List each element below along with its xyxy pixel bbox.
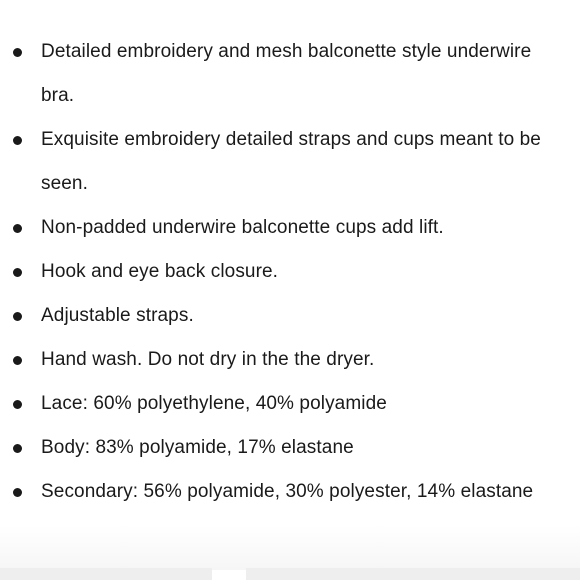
bullet-text: Body: 83% polyamide, 17% elastane [41, 437, 354, 458]
list-item [0, 294, 580, 338]
bullet-icon [13, 312, 22, 321]
bullet-icon [13, 488, 22, 497]
bullet-icon [13, 268, 22, 277]
bullet-icon [13, 356, 22, 365]
list-item [0, 382, 580, 426]
list-item [0, 250, 580, 294]
bullet-text: Hook and eye back closure. [41, 261, 279, 282]
bottom-panel-left [0, 568, 212, 580]
bullet-icon [13, 136, 22, 145]
bullet-text: Adjustable straps. [41, 305, 194, 326]
list-item [0, 118, 580, 206]
bullet-text: Secondary: 56% polyamide, 30% polyester, 14% elastane [41, 481, 534, 502]
bottom-panel-right [246, 568, 580, 580]
list-item [0, 338, 580, 382]
list-item [0, 470, 580, 514]
product-details [0, 30, 580, 514]
list-item [0, 206, 580, 250]
bullet-icon [13, 400, 22, 409]
bullet-icon [13, 48, 22, 57]
bullet-text: Detailed embroidery and mesh balconette style underwire bra. [41, 41, 532, 106]
bullet-text: Exquisite embroidery detailed straps and cups meant to be seen. [41, 129, 541, 194]
list-item [0, 426, 580, 470]
bullet-icon [13, 444, 22, 453]
bullet-text: Hand wash. Do not dry in the the dryer. [41, 349, 375, 370]
list-item [0, 30, 580, 118]
bullet-icon [13, 224, 22, 233]
details-bullet-list [0, 30, 580, 514]
bullet-text: Lace: 60% polyethylene, 40% polyamide [41, 393, 387, 414]
bottom-fade [0, 525, 580, 570]
bullet-text: Non-padded underwire balconette cups add lift. [41, 217, 444, 238]
